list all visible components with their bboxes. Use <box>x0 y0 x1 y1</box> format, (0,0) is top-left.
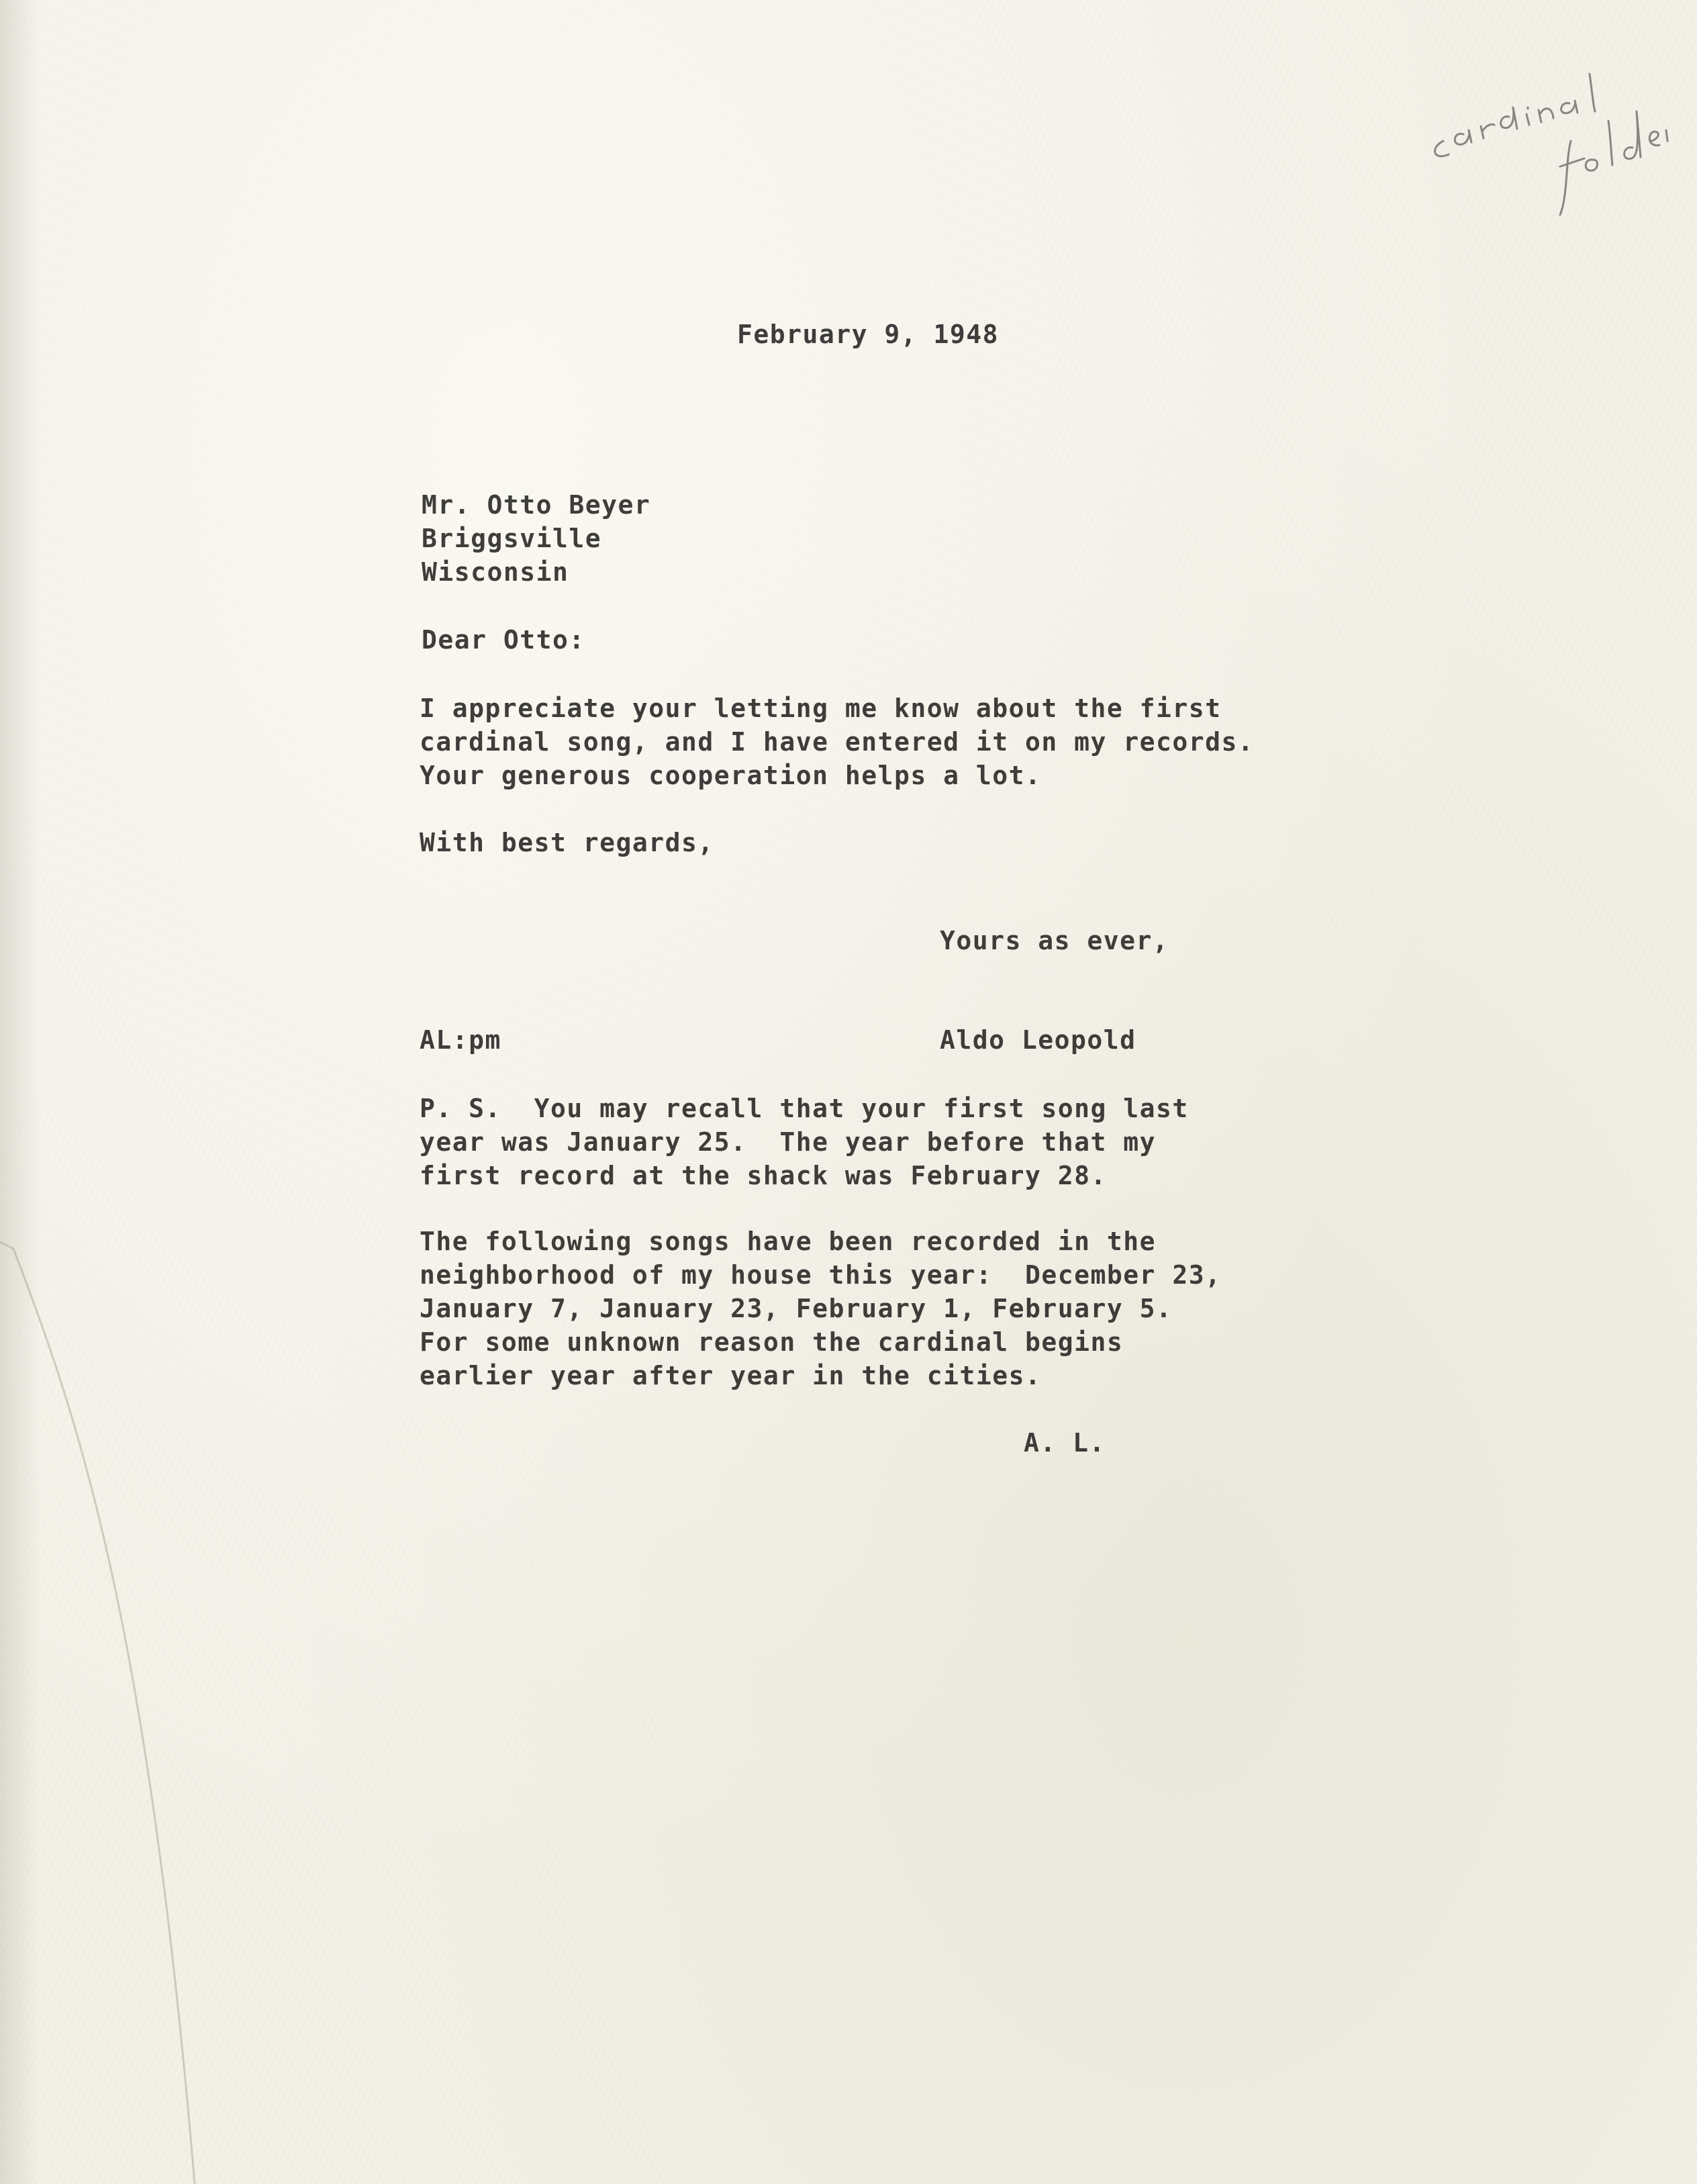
paper-edge-shadow <box>0 0 40 2184</box>
ps2-line: January 7, January 23, February 1, February 5. <box>420 1294 1173 1323</box>
ps-line: P. S. You may recall that your first song last <box>420 1094 1189 1123</box>
ps2-line: The following songs have been recorded in the <box>420 1227 1157 1256</box>
signature-name: Aldo Leopold <box>940 1025 1136 1055</box>
ps2-line: For some unknown reason the cardinal begins <box>420 1327 1124 1357</box>
handwritten-annotation <box>1416 47 1671 222</box>
salutation: Dear Otto: <box>422 625 585 655</box>
recipient-name: Mr. Otto Beyer <box>422 490 651 520</box>
ps-line: year was January 25. The year before that my <box>420 1127 1157 1157</box>
ps-initials: A. L. <box>1024 1428 1106 1458</box>
ps2-line: neighborhood of my house this year: December 23, <box>420 1260 1222 1290</box>
recipient-city: Briggsville <box>422 524 602 553</box>
body-line: Your generous cooperation helps a lot. <box>420 761 1042 790</box>
ps-line: first record at the shack was February 28. <box>420 1161 1107 1190</box>
ps2-line: earlier year after year in the cities. <box>420 1361 1042 1390</box>
regards-line: With best regards, <box>420 828 714 857</box>
body-line: cardinal song, and I have entered it on my records. <box>420 727 1255 757</box>
body-line: I appreciate your letting me know about the first <box>420 694 1222 723</box>
complimentary-close: Yours as ever, <box>940 926 1169 955</box>
reference-initials: AL:pm <box>420 1025 501 1055</box>
letter-date: February 9, 1948 <box>737 320 1000 349</box>
recipient-state: Wisconsin <box>422 557 569 587</box>
